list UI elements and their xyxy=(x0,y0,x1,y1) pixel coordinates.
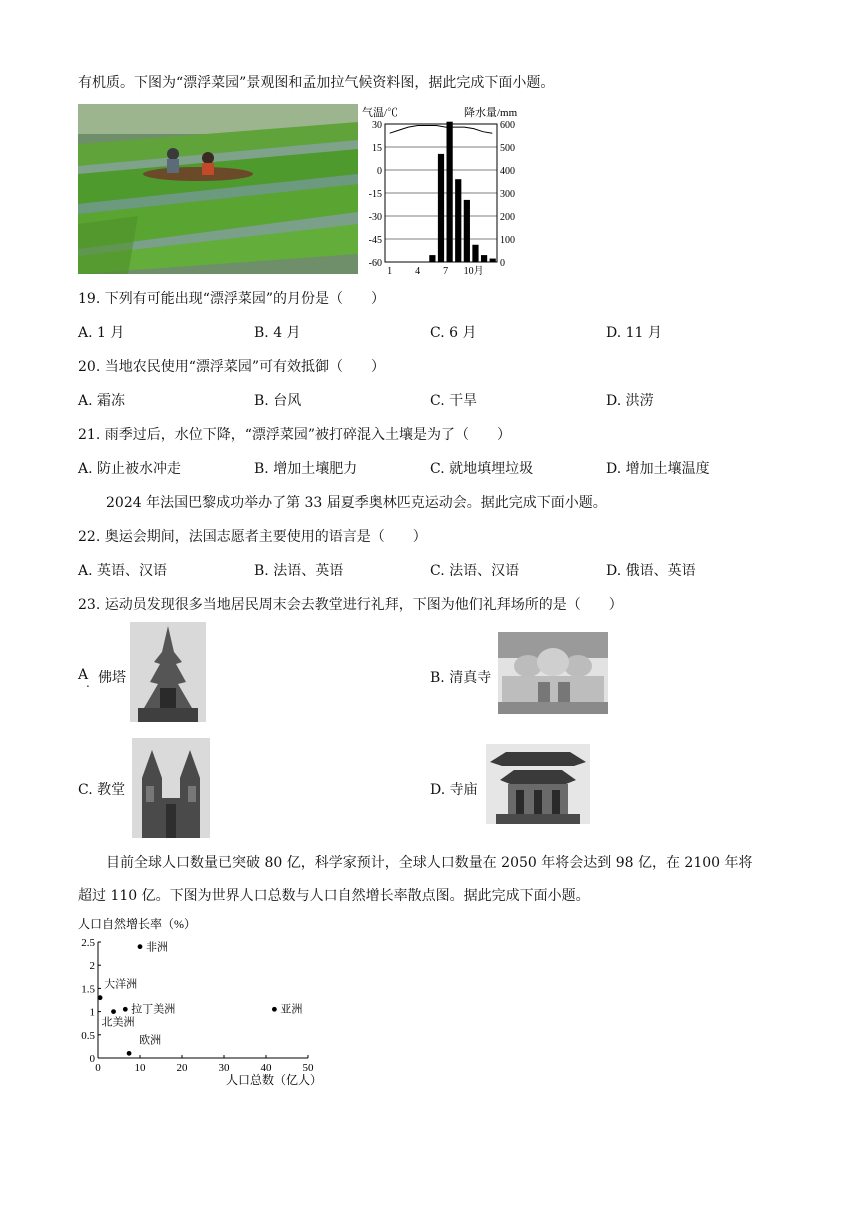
precipitation-bar xyxy=(438,154,444,262)
q21-stem: 21. 雨季过后，水位下降，“漂浮菜园”被打碎混入土壤是为了（ ） xyxy=(78,427,512,443)
scatter-point-label: 拉丁美洲 xyxy=(131,1003,176,1016)
q23-option-d[interactable]: D. 寺庙 xyxy=(430,782,478,798)
precipitation-bar xyxy=(472,245,478,262)
climate-left-tick: -45 xyxy=(368,235,382,246)
precipitation-bar xyxy=(447,122,453,262)
climate-right-tick: 200 xyxy=(500,212,515,223)
scatter-y-tick: 0 xyxy=(89,1053,95,1065)
q19-option-c[interactable]: C. 6 月 xyxy=(430,325,477,341)
scatter-y-tick: 2.5 xyxy=(81,937,95,949)
population-intro-line-1: 目前全球人口数量已突破 80 亿，科学家预计，全球人口数量在 2050 年将会达到 98 亿，在 2100 年将 xyxy=(106,855,753,871)
intro-line: 有机质。下图为“漂浮菜园”景观图和孟加拉气候资料图，据此完成下面小题。 xyxy=(78,75,555,91)
precipitation-bar xyxy=(464,200,470,262)
climate-x-tick: 4 xyxy=(415,266,421,277)
climate-x-tick: 10月 xyxy=(463,266,484,277)
climate-right-tick: 100 xyxy=(500,235,515,246)
q20-stem: 20. 当地农民使用“漂浮菜园”可有效抵御（ ） xyxy=(78,359,386,375)
climate-x-tick: 1 xyxy=(387,266,393,277)
scatter-y-tick: 2 xyxy=(89,960,95,973)
q19-option-a[interactable]: A. 1 月 xyxy=(78,325,125,341)
population-intro-line-2: 超过 110 亿。下图为世界人口总数与人口自然增长率散点图。据此完成下面小题。 xyxy=(78,888,590,904)
scatter-y-tick: 1.5 xyxy=(81,983,95,996)
pagoda-image[interactable] xyxy=(130,622,206,722)
climate-left-tick: 0 xyxy=(377,166,382,177)
q23-option-a-dot: . xyxy=(86,676,90,690)
q21-option-a[interactable]: A. 防止被水冲走 xyxy=(78,461,182,477)
q23-option-a-label[interactable]: 佛塔 xyxy=(98,670,126,686)
q23-option-a-letter[interactable]: A xyxy=(78,667,89,683)
scatter-point-label: 亚洲 xyxy=(280,1003,303,1016)
q22-stem: 22. 奥运会期间，法国志愿者主要使用的语言是（ ） xyxy=(78,529,427,545)
scatter-x-tick: 50 xyxy=(302,1062,314,1074)
olympic-intro: 2024 年法国巴黎成功举办了第 33 届夏季奥林匹克运动会。据此完成下面小题。 xyxy=(106,495,607,511)
precipitation-bar xyxy=(455,179,461,262)
q21-option-c[interactable]: C. 就地填埋垃圾 xyxy=(430,461,534,477)
q23-option-b[interactable]: B. 清真寺 xyxy=(430,670,492,686)
q20-option-c[interactable]: C. 干旱 xyxy=(430,393,478,409)
scatter-point xyxy=(138,944,143,949)
scatter-point-label: 欧洲 xyxy=(139,1034,162,1047)
mosque-image[interactable] xyxy=(498,632,608,714)
q23-stem: 23. 运动员发现很多当地居民周末会去教堂进行礼拜，下图为他们礼拜场所的是（ ） xyxy=(78,597,623,613)
scatter-point-label: 大洋洲 xyxy=(104,978,138,991)
q22-option-a[interactable]: A. 英语、汉语 xyxy=(78,563,168,579)
climate-right-tick: 0 xyxy=(500,258,505,269)
temple-image[interactable] xyxy=(486,744,590,824)
scatter-point xyxy=(127,1051,132,1056)
precipitation-bar xyxy=(490,259,496,262)
scatter-point xyxy=(272,1007,277,1012)
q22-option-c[interactable]: C. 法语、汉语 xyxy=(430,563,520,579)
left-axis-title: 气温/℃ xyxy=(362,107,399,119)
precipitation-bar xyxy=(481,255,487,262)
scatter-x-title: 人口总数（亿人） xyxy=(226,1073,323,1087)
q22-option-d[interactable]: D. 俄语、英语 xyxy=(606,563,696,579)
population-scatter-chart xyxy=(74,912,344,1092)
scatter-x-tick: 0 xyxy=(95,1062,101,1074)
scatter-x-tick: 20 xyxy=(176,1062,188,1074)
scatter-point xyxy=(98,995,103,1000)
scatter-y-tick: 1 xyxy=(89,1006,95,1019)
climate-left-tick: 15 xyxy=(372,143,382,154)
climate-chart xyxy=(360,104,530,279)
scatter-point xyxy=(111,1009,116,1014)
church-image[interactable] xyxy=(132,738,210,838)
q22-option-b[interactable]: B. 法语、英语 xyxy=(254,563,344,579)
q21-option-d[interactable]: D. 增加土壤温度 xyxy=(606,461,710,477)
precipitation-bar xyxy=(429,255,435,262)
scatter-x-tick: 30 xyxy=(218,1062,230,1074)
q20-option-b[interactable]: B. 台风 xyxy=(254,393,302,409)
floating-garden-photo xyxy=(78,104,358,274)
scatter-x-tick: 40 xyxy=(260,1062,272,1074)
q20-option-d[interactable]: D. 洪涝 xyxy=(606,393,654,409)
climate-left-tick: -30 xyxy=(368,212,382,223)
scatter-point-label: 非洲 xyxy=(146,941,168,954)
climate-left-tick: -15 xyxy=(368,189,382,200)
scatter-point xyxy=(123,1007,128,1012)
q19-option-d[interactable]: D. 11 月 xyxy=(606,325,662,341)
climate-right-tick: 600 xyxy=(500,120,515,131)
q23-option-c[interactable]: C. 教堂 xyxy=(78,782,126,798)
scatter-y-tick: 0.5 xyxy=(81,1029,95,1042)
scatter-point-label: 北美洲 xyxy=(101,1016,135,1029)
scatter-x-tick: 10 xyxy=(134,1062,146,1074)
q19-option-b[interactable]: B. 4 月 xyxy=(254,325,301,341)
climate-left-tick: 30 xyxy=(372,120,382,131)
climate-right-tick: 400 xyxy=(500,166,515,177)
right-axis-title: 降水量/mm xyxy=(464,107,518,119)
q20-option-a[interactable]: A. 霜冻 xyxy=(78,393,126,409)
climate-right-tick: 300 xyxy=(500,189,515,200)
q19-stem: 19. 下列有可能出现“漂浮菜园”的月份是（ ） xyxy=(78,291,386,307)
climate-right-tick: 500 xyxy=(500,143,515,154)
climate-left-tick: -60 xyxy=(368,258,382,269)
q21-option-b[interactable]: B. 增加土壤肥力 xyxy=(254,461,358,477)
climate-x-tick: 7 xyxy=(443,266,449,277)
scatter-y-title: 人口自然增长率（%） xyxy=(78,917,196,931)
